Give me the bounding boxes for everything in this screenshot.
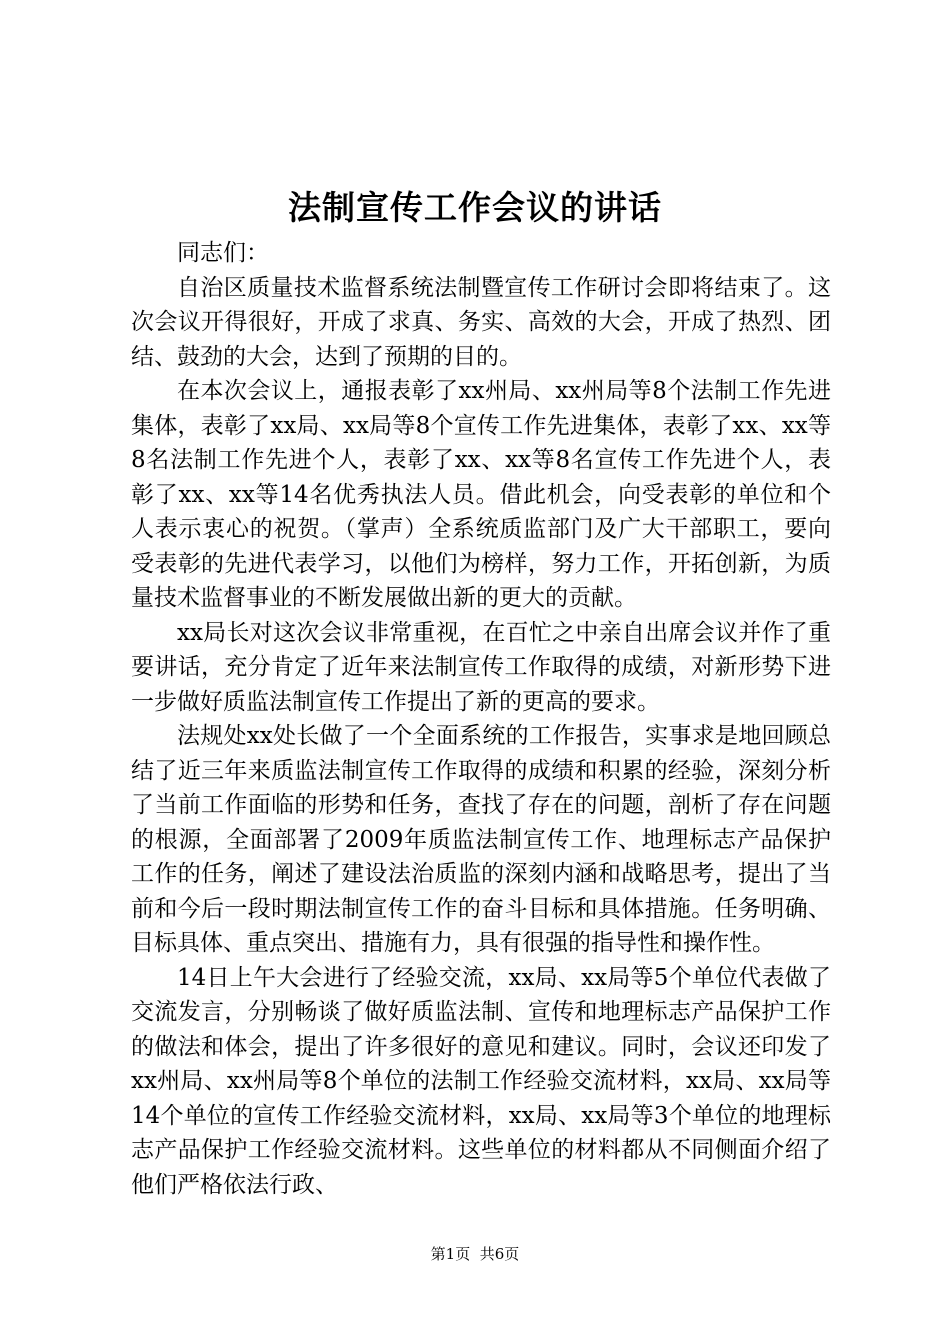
paragraph-3: xx局长对这次会议非常重视，在百忙之中亲自出席会议并作了重要讲话，充分肯定了近年来法制宣传工作取得的成绩，对新形势下进一步做好质监法制宣传工作提出了新的更高的要求。 [131,619,831,715]
salutation: 同志们： [177,240,269,266]
paragraph-4: 法规处xx处长做了一个全面系统的工作报告，实事求是地回顾总结了近三年来质监法制宣传工作取得的成绩和积累的经验，深刻分析了当前工作面临的形势和任务，查找了存在的问题，剖析了存在问题的根源，全面部署了2009年质监法制宣传工作、地理标志产品保护工作的任务，阐述了建设法治质监的深刻内涵和战略思考，提出了当前和今后一段时期法制宣传工作的奋斗目标和具体措施。任务明确、目标具体、重点突出、措施有力，具有很强的指导性和操作性。 [131,723,831,956]
page-number: 第1页 [430,1245,471,1263]
document-body [131,236,831,1202]
page-title: 法制宣传工作会议的讲话 [288,188,662,227]
paragraph-1: 自治区质量技术监督系统法制暨宣传工作研讨会即将结束了。这次会议开得很好，开成了求真、务实、高效的大会，开成了热烈、团结、鼓劲的大会，达到了预期的目的。 [131,274,831,370]
paragraph-5: 14日上午大会进行了经验交流，xx局、xx局等5个单位代表做了交流发言，分别畅谈了做好质监法制、宣传和地理标志产品保护工作的做法和体会，提出了许多很好的意见和建议。同时，会议还印发了xx州局、xx州局等8个单位的法制工作经验交流材料，xx局、xx局等14个单位的宣传工作经验交流材料，xx局、xx局等3个单位的地理标志产品保护工作经验交流材料。这些单位的材料都从不同侧面介绍了他们严格依法行政、 [131,964,831,1198]
paragraph-2: 在本次会议上，通报表彰了xx州局、xx州局等8个法制工作先进集体，表彰了xx局、xx局等8个宣传工作先进集体，表彰了xx、xx等8名法制工作先进个人，表彰了xx、xx等8名宣传工作先进个人，表彰了xx、xx等14名优秀执法人员。借此机会，向受表彰的单位和个人表示衷心的祝贺。（掌声）全系统质监部门及广大干部职工，要向受表彰的先进代表学习，以他们为榜样，努力工作，开拓创新，为质量技术监督事业的不断发展做出新的更大的贡献。 [131,378,831,611]
page-total: 共6页 [479,1245,520,1263]
footer-separator [470,1245,480,1263]
page-footer [0,1244,950,1264]
